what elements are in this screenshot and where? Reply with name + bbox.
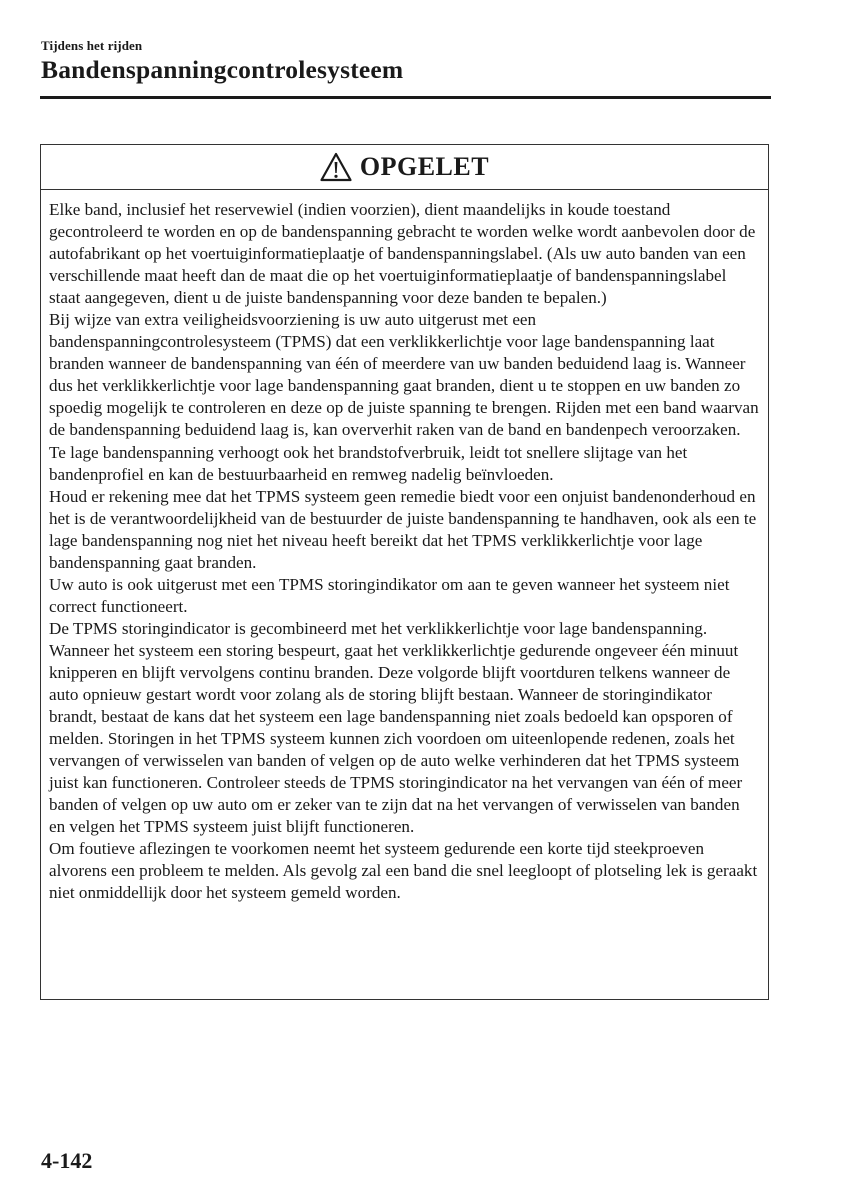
caution-header (41, 145, 768, 190)
title-divider (40, 96, 771, 99)
caution-box (40, 144, 769, 1000)
caution-title: OPGELET (359, 152, 490, 181)
caution-paragraph: Elke band, inclusief het reservewiel (indien voorzien), dient maandelijks in koude toestand gecontroleerd te worden en op de bandenspanning gebracht te worden welke wordt aanbevolen door de autofabrikant op het voertuiginformatieplaatje of bandenspanningslabel. (Als uw auto banden van een verschillende maat heeft dan de maat die op het voertuiginformatieplaatje of bandenspanningslabel staat aangegeven, dient u de juiste bandenspanning voor deze banden te bepalen.) (49, 200, 756, 308)
caution-paragraph: De TPMS storingindicator is gecombineerd met het verklikkerlichtje voor lage bandenspanning. Wanneer het systeem een storing bespeurt, gaat het verklikkerlichtje gedurende ongeveer één minuut knipperen en blijft vervolgens continu branden. Deze volgorde blijft voortduren telkens wanneer de auto opnieuw gestart wordt voor zolang als de storing blijft bestaan. Wanneer de storingindikator brandt, bestaat de kans dat het systeem een lage bandenspanning niet zoals bedoeld kan opsporen of melden. Storingen in het TPMS systeem kunnen zich voordoen om uiteenlopende redenen, zoals het vervangen of verwisselen van banden of velgen op de auto welke verhinderen dat het TPMS systeem juist kan functioneren. Controleer steeds de TPMS storingindicator na het vervangen van één of meer banden of velgen op uw auto om er zeker van te zijn dat na het vervangen of verwisselen van banden en velgen het TPMS systeem juist blijft functioneren. (49, 618, 743, 837)
section-label: Tijdens het rijden (41, 38, 143, 53)
page-title: Bandenspanningcontrolesysteem (41, 55, 404, 84)
caution-paragraph: Om foutieve aflezingen te voorkomen neemt het systeem gedurende een korte tijd steekproeven alvorens een probleem te melden. Als gevolg zal een band die snel leegloopt of plotseling lek is geraakt niet onmiddellijk door het systeem gemeld worden. (49, 839, 758, 903)
caution-body (41, 190, 768, 905)
caution-paragraph: Bij wijze van extra veiligheidsvoorziening is uw auto uitgerust met een bandenspanningcontrolesysteem (TPMS) dat een verklikkerlichtje voor lage bandenspanning laat branden wanneer de bandenspanning van één of meerdere van uw banden beduidend laag is. Wanneer dus het verklikkerlichtje voor lage bandenspanning gaat branden, dient u te stoppen en uw banden zo spoedig mogelijk te controleren en deze op de juiste spanning te brengen. Rijden met een band waarvan de bandenspanning beduidend laag is, kan oververhit raken van de band en bandenpech veroorzaken. Te lage bandenspanning verhoogt ook het brandstofverbruik, leidt tot snellere slijtage van het bandenprofiel en kan de bestuurbaarheid en remweg nadelig beïnvloeden. (49, 310, 759, 484)
caution-paragraph: Uw auto is ook uitgerust met een TPMS storingindikator om aan te geven wanneer het systeem niet correct functioneert. (49, 574, 730, 616)
caution-paragraph: Houd er rekening mee dat het TPMS systeem geen remedie biedt voor een onjuist bandenonderhoud en het is de verantwoordelijkheid van de bestuurder de juiste bandenspanning te handhaven, ook als een te lage bandenspanning nog niet het niveau heeft bereikt dat het TPMS verklikkerlichtje voor lage bandenspanning gaat branden. (49, 486, 757, 572)
warning-triangle-icon (320, 152, 352, 182)
page-number: 4-142 (41, 1148, 93, 1173)
